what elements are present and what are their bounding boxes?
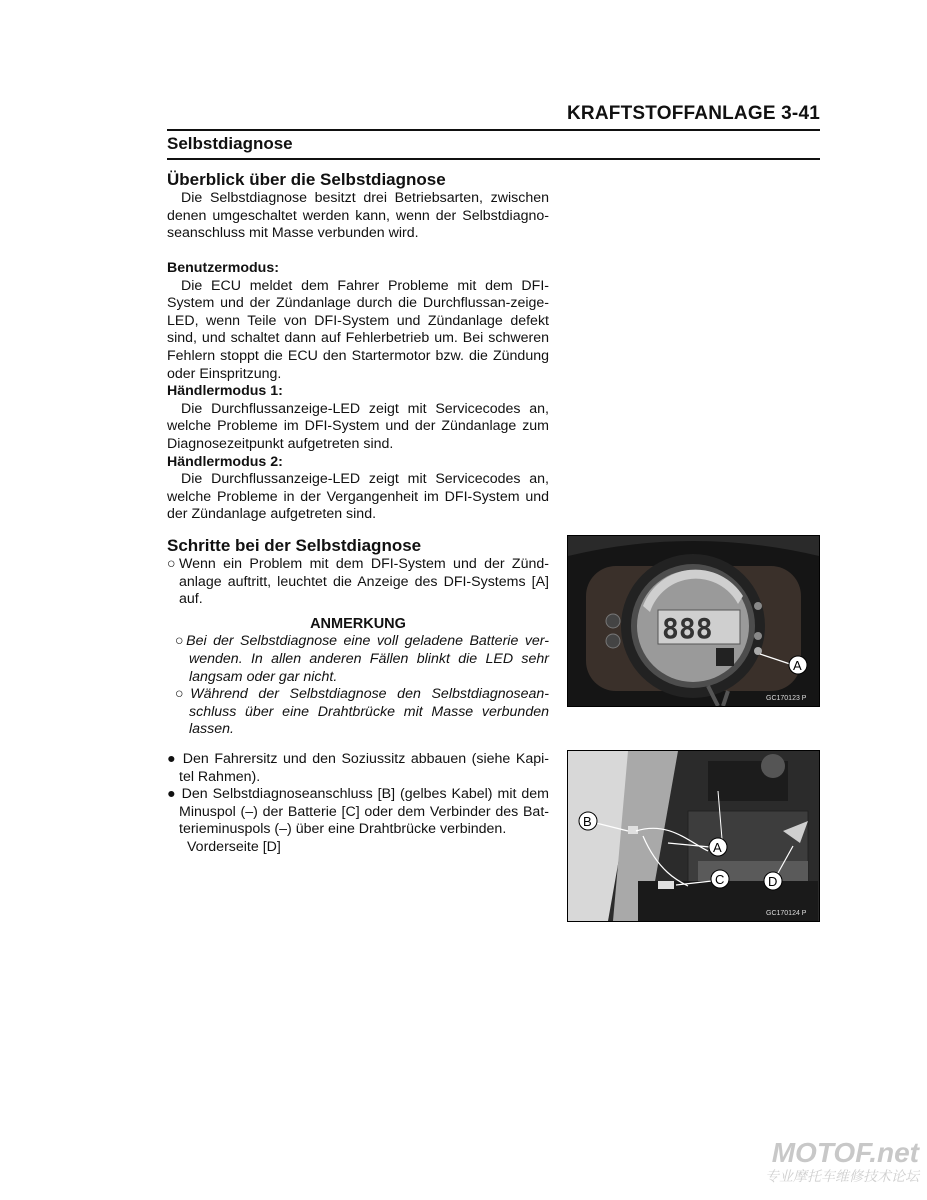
overview-heading: Überblick über die Selbstdiagnose	[167, 170, 446, 189]
bullet-marker: ●	[167, 750, 178, 767]
note-item	[167, 686, 549, 739]
step-marker: ○	[167, 556, 179, 572]
callout-a: A	[713, 840, 722, 855]
bullet-item	[167, 786, 549, 839]
overview-intro: Die Selbstdiagnose besitzt drei Betriebsarten, zwischen denen umgeschaltet werden kann, wenn der Selbstdiagno-seanschluss mit Masse verbunden wird.	[167, 190, 549, 242]
steps-heading: Schritte bei der Selbstdiagnose	[167, 536, 422, 555]
instrument-photo	[567, 535, 820, 707]
bullet-item	[167, 751, 549, 786]
bullet-marker: ●	[167, 786, 177, 803]
figure-code: GC170124 P	[766, 910, 807, 917]
note-text: Während der Selbstdiagnose den Selbstdiagnosean-schluss über eine Drahtbrücke mit Masse verbunden lassen.	[189, 686, 549, 738]
mode-text: Die Durchflussanzeige-LED zeigt mit Servicecodes an, welche Probleme in der Vergangenheit im DFI-System und der Zündanlage aufgetreten sind.	[167, 471, 549, 523]
note-title: ANMERKUNG	[310, 615, 406, 632]
mode-label: Händlermodus 2:	[167, 453, 283, 470]
note-marker: ○	[175, 633, 187, 650]
watermark-tagline: 专业摩托车维修技术论坛	[765, 1168, 919, 1184]
page-header: KRAFTSTOFFANLAGE 3-41	[567, 103, 820, 124]
header-rule	[167, 129, 820, 131]
sub-text: Vorderseite [D]	[187, 838, 281, 855]
lcd-display: 888	[662, 612, 713, 645]
note-item	[167, 633, 549, 686]
watermark-logo: MOTOF.net	[771, 1137, 919, 1168]
figure-code: GC170123 P	[766, 695, 807, 702]
callout-b: B	[583, 814, 592, 829]
overview-section	[167, 170, 549, 243]
battery-photo	[567, 750, 820, 922]
mode-text: Die ECU meldet dem Fahrer Probleme mit dem DFI-System und der Zündanlage durch die Durchflussan-zeige-LED, wenn Teile von DFI-System und Zündanlage defekt sind, und schaltet dann auf Fehlerbetrieb um. Bei schweren Fehlern stoppt die ECU den Startermotor bzw. die Zündung oder Einspritzung.	[167, 277, 549, 382]
bullet-text: Den Fahrersitz und den Soziussitz abbauen (siehe Kapi-tel Rahmen).	[179, 750, 549, 785]
callout-c: C	[715, 872, 725, 887]
step-item	[167, 556, 549, 609]
step-text: Wenn ein Problem mit dem DFI-System und der Zünd-anlage auftritt, leuchtet die Anzeige des DFI-Systems [A] auf.	[178, 556, 549, 608]
bullet-text: Den Selbstdiagnoseanschluss [B] (gelbes Kabel) mit dem Minuspol (–) der Batterie [C] oder dem Verbinder des Bat-terieminuspols (–) über eine Drahtbrücke verbinden.	[179, 786, 549, 838]
steps-section	[167, 536, 549, 857]
mode-label: Händlermodus 1:	[167, 383, 283, 400]
mode-text: Die Durchflussanzeige-LED zeigt mit Servicecodes an, welche Probleme im DFI-System und der Zündanlage zum Diagnosezeitpunkt aufgetreten sind.	[167, 400, 549, 452]
note-marker: ○	[175, 686, 191, 703]
watermark	[765, 1138, 919, 1184]
callout-a: A	[793, 658, 802, 673]
mode-label: Benutzermodus:	[167, 260, 279, 276]
section-rule	[167, 158, 820, 160]
note-text: Bei der Selbstdiagnose eine voll geladene Batterie ver-wenden. In allen anderen Fällen blinkt die LED sehr langsam oder gar nicht.	[186, 633, 549, 685]
modes-list	[167, 260, 549, 524]
section-title: Selbstdiagnose	[167, 134, 293, 153]
callout-d: D	[768, 874, 778, 889]
